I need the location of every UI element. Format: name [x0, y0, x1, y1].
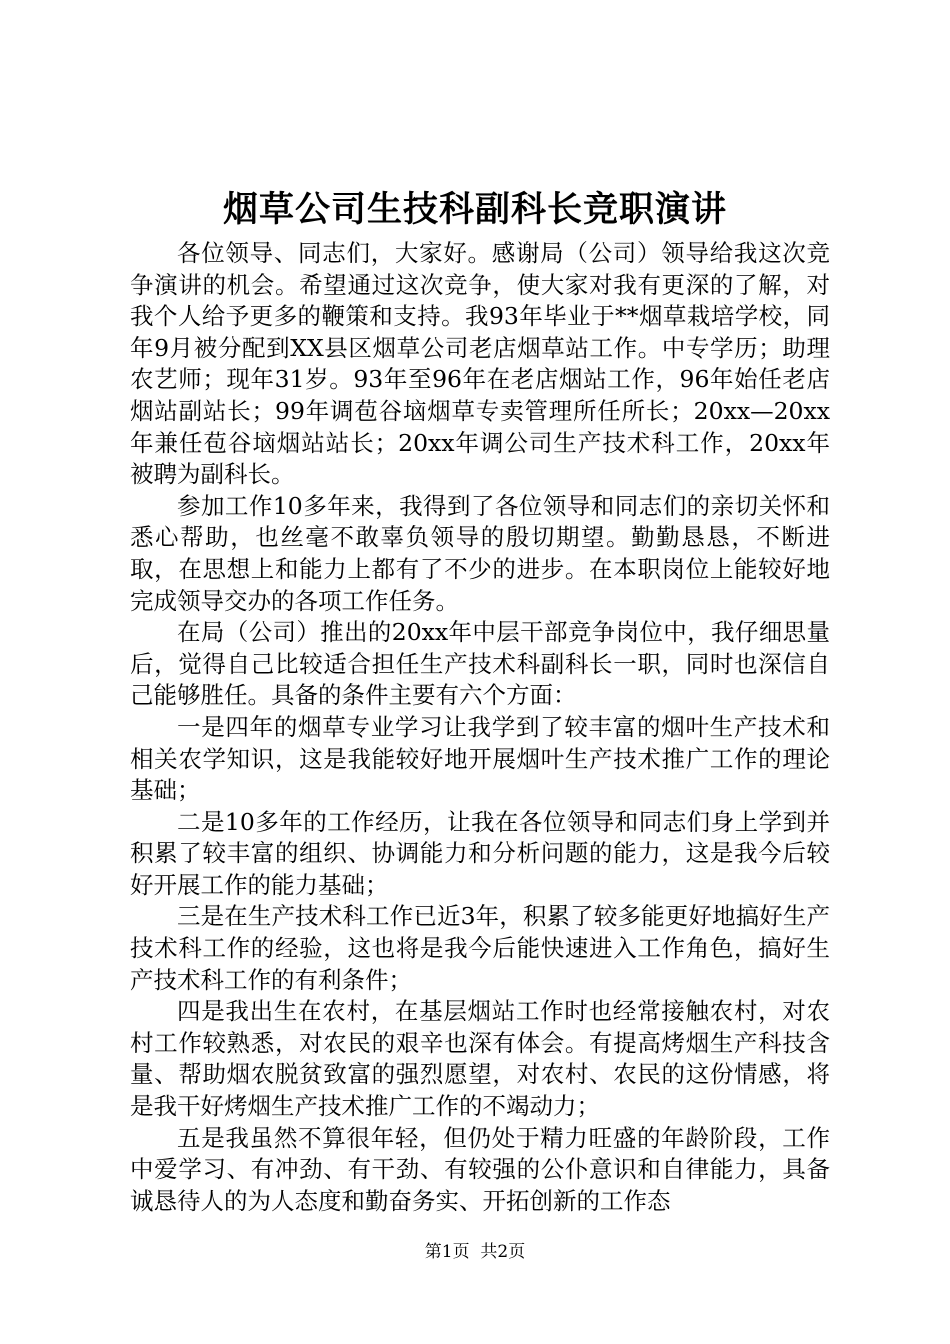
- page-number-footer: 第1页 共2页: [424, 1242, 526, 1262]
- paragraph-condition-5: 五是我虽然不算很年轻，但仍处于精力旺盛的年龄阶段，工作中爱学习、有冲劲、有干劲、有较强的公仆意识和自律能力，具备诚恳待人的为人态度和勤奋务实、开拓创新的工作态: [130, 1123, 830, 1215]
- paragraph-work-experience: 参加工作10多年来，我得到了各位领导和同志们的亲切关怀和悉心帮助，也丝毫不敢辜负领导的殷切期望。勤勤恳恳，不断进取，在思想上和能力上都有了不少的进步。在本职岗位上能较好地完成领导交办的各项工作任务。: [130, 491, 830, 615]
- paragraph-condition-2: 二是10多年的工作经历，让我在各位领导和同志们身上学到并积累了较丰富的组织、协调能力和分析问题的能力，这是我今后较好开展工作的能力基础；: [130, 807, 830, 899]
- paragraph-condition-1: 一是四年的烟草专业学习让我学到了较丰富的烟叶生产技术和相关农学知识，这是我能较好地开展烟叶生产技术推广工作的理论基础；: [130, 712, 830, 805]
- paragraph-condition-4: 四是我出生在农村，在基层烟站工作时也经常接触农村，对农村工作较熟悉，对农民的艰辛也深有体会。有提高烤烟生产科技含量、帮助烟农脱贫致富的强烈愿望，对农村、农民的这份情感，将是我干好烤烟生产技术推广工作的不竭动力；: [130, 997, 830, 1121]
- document-body: [130, 238, 830, 1217]
- paragraph-greeting: 各位领导、同志们，大家好。感谢局（公司）领导给我这次竞争演讲的机会。希望通过这次竞争，使大家对我有更深的了解，对我个人给予更多的鞭策和支持。我93年毕业于**烟草栽培学校，同年9月被分配到XX县区烟草公司老店烟草站工作。中专学历；助理农艺师；现年31岁。93年至96年在老店烟站工作，96年始任老店烟站副站长；99年调苞谷垴烟草专卖管理所任所长；20xx—20xx年兼任苞谷垴烟站站长；20xx年调公司生产技术科工作，20xx年被聘为副科长。: [130, 239, 830, 489]
- paragraph-position-intro: 在局（公司）推出的20xx年中层干部竞争岗位中，我仔细思量后，觉得自己比较适合担任生产技术科副科长一职，同时也深信自己能够胜任。具备的条件主要有六个方面：: [130, 618, 830, 710]
- paragraph-condition-3: 三是在生产技术科工作已近3年，积累了较多能更好地搞好生产技术科工作的经验，这也将是我今后能快速进入工作角色，搞好生产技术科工作的有利条件；: [130, 902, 830, 994]
- document-title: 烟草公司生技科副科长竞职演讲: [222, 189, 727, 230]
